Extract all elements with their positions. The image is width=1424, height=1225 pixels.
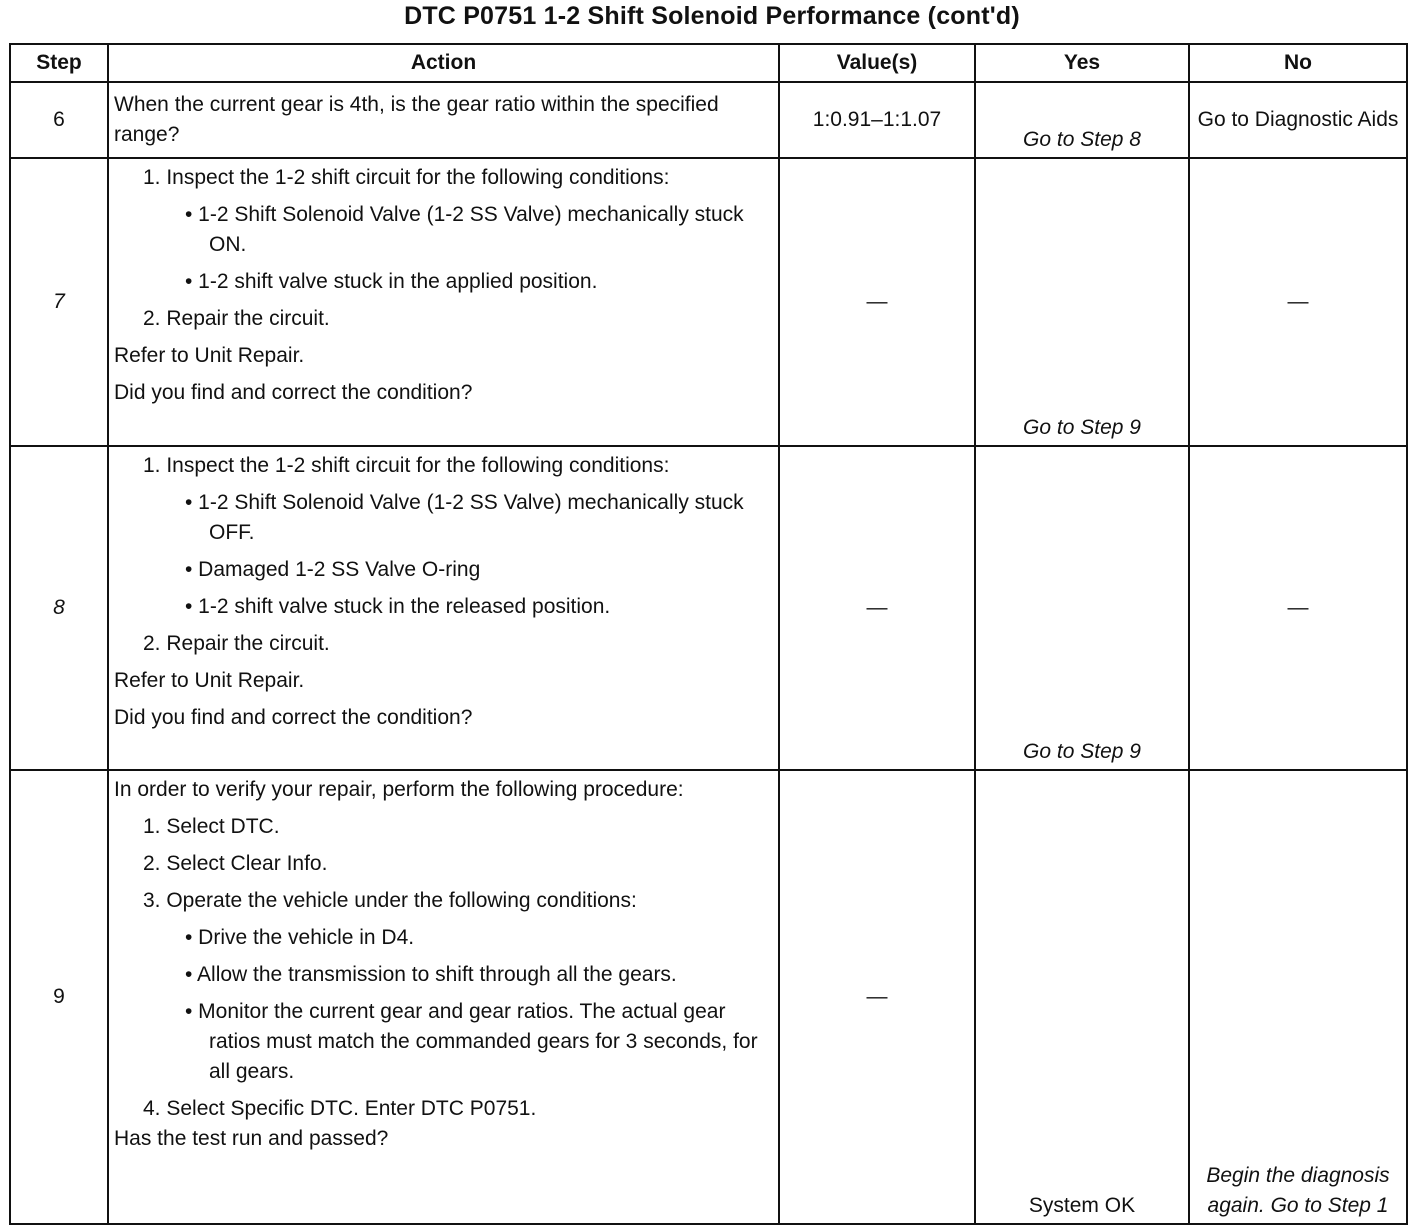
step-number: 8 (10, 446, 108, 770)
action-question: Did you find and correct the condition? (114, 706, 473, 729)
yes-cell: Go to Step 9 (975, 158, 1189, 446)
numbered-item: 3. Operate the vehicle under the following conditions: (143, 889, 637, 912)
step-number: 9 (10, 770, 108, 1224)
action-text: Refer to Unit Repair. (114, 669, 305, 692)
page-title: DTC P0751 1-2 Shift Solenoid Performance (cont'd) (404, 2, 1020, 30)
numbered-item: 1. Inspect the 1-2 shift circuit for the following conditions: (143, 166, 670, 189)
table-row (10, 82, 1407, 158)
yes-cell: Go to Step 8 (975, 82, 1189, 158)
value-cell: 1:0.91–1:1.07 (779, 82, 975, 158)
bullet-item: • Allow the transmission to shift through all the gears. (185, 963, 677, 986)
header-row (10, 44, 1407, 82)
action-cell (108, 82, 779, 158)
no-cell: Begin the diagnosis again. Go to Step 1 (1189, 770, 1407, 1224)
action-cell (108, 158, 779, 446)
numbered-item: 2. Repair the circuit. (143, 307, 330, 330)
bullet-item: • 1-2 shift valve stuck in the released position. (185, 595, 611, 618)
value-cell: — (779, 446, 975, 770)
value-cell: — (779, 770, 975, 1224)
yes-cell: Go to Step 9 (975, 446, 1189, 770)
bullet-item: • 1-2 shift valve stuck in the applied position. (185, 270, 598, 293)
action-question: Did you find and correct the condition? (114, 381, 473, 404)
table-row (10, 446, 1407, 770)
bullet-item: • 1-2 Shift Solenoid Valve (1-2 SS Valve) mechanically stuck OFF. (185, 491, 744, 544)
action-question: Has the test run and passed? (114, 1127, 389, 1150)
numbered-item: 1. Inspect the 1-2 shift circuit for the following conditions: (143, 454, 670, 477)
diagnostic-table (9, 43, 1408, 1225)
table-row (10, 770, 1407, 1224)
action-text: When the current gear is 4th, is the gear ratio within the specified range? (114, 93, 719, 146)
bullet-item: • Drive the vehicle in D4. (185, 926, 415, 949)
action-cell (108, 446, 779, 770)
header-no: No (1189, 44, 1407, 82)
no-cell: — (1189, 446, 1407, 770)
numbered-item: 4. Select Specific DTC. Enter DTC P0751. (143, 1097, 537, 1120)
bullet-item: • Damaged 1-2 SS Valve O-ring (185, 558, 481, 581)
step-number: 6 (10, 82, 108, 158)
header-values: Value(s) (779, 44, 975, 82)
bullet-item: • Monitor the current gear and gear ratios. The actual gear ratios must match the commanded gears for 3 seconds, for all gears. (185, 1000, 758, 1083)
no-cell: Go to Diagnostic Aids (1189, 82, 1407, 158)
step-number: 7 (10, 158, 108, 446)
table-row (10, 158, 1407, 446)
numbered-item: 1. Select DTC. (143, 815, 280, 838)
header-yes: Yes (975, 44, 1189, 82)
value-cell: — (779, 158, 975, 446)
yes-cell: System OK (975, 770, 1189, 1224)
numbered-item: 2. Select Clear Info. (143, 852, 328, 875)
header-action: Action (108, 44, 779, 82)
action-text: Refer to Unit Repair. (114, 344, 305, 367)
action-text: In order to verify your repair, perform the following procedure: (114, 778, 684, 801)
no-cell: — (1189, 158, 1407, 446)
action-cell (108, 770, 779, 1224)
header-step: Step (10, 44, 108, 82)
bullet-item: • 1-2 Shift Solenoid Valve (1-2 SS Valve) mechanically stuck ON. (185, 203, 744, 256)
numbered-item: 2. Repair the circuit. (143, 632, 330, 655)
